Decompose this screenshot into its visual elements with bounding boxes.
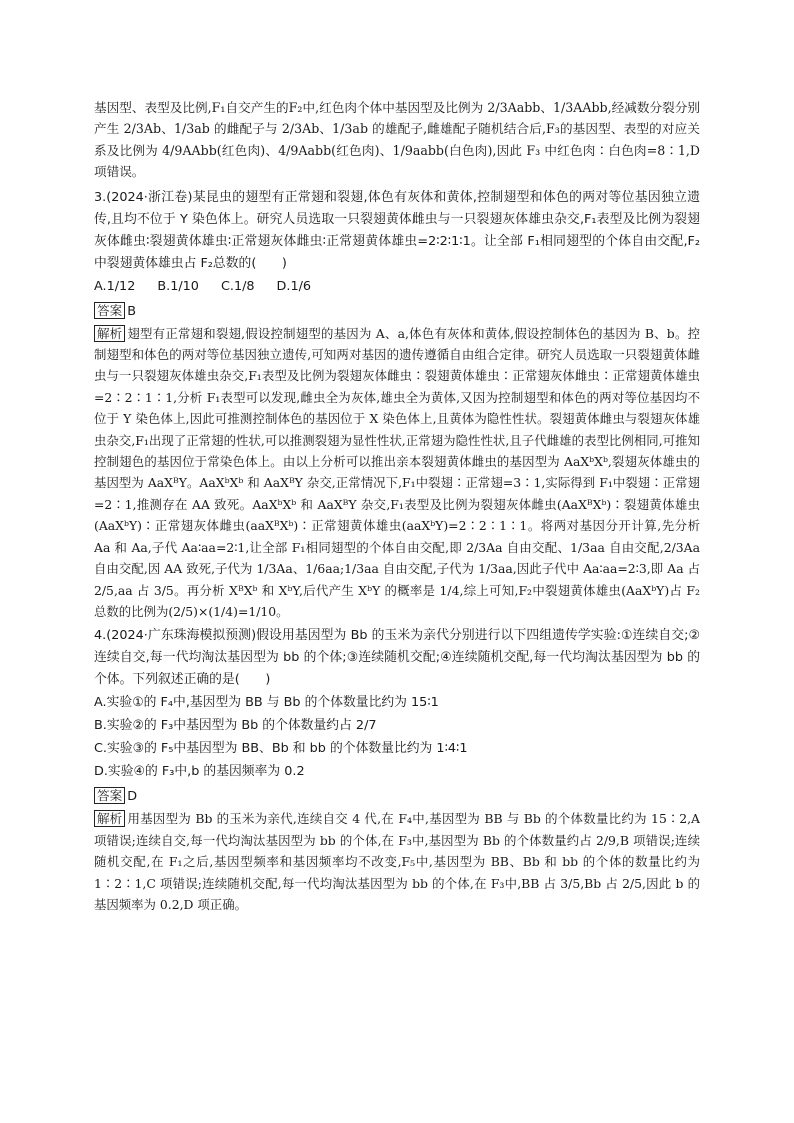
answer-tag: 答案 xyxy=(94,787,125,804)
question-4-answer xyxy=(94,786,700,808)
question-4-option-a: A.实验①的 F₄中,基因型为 BB 与 Bb 的个体数量比约为 15∶1 xyxy=(94,695,439,711)
option-b: B.1/10 xyxy=(157,278,199,294)
carryover-paragraph: 基因型、表型及比例,F₁自交产生的F₂中,红色肉个体中基因型及比例为 2/3Aabb、1/3AAbb,经减数分裂分别产生 2/3Ab、1/3ab 的雌配子与 2/3Ab、1/3ab 的雄配子,雌雄配子随机结合后,F₃的基因型、表型的对应关系及比例为 4/9AAbb(红色肉)、4/9Aabb(红色肉)、1/9aabb(白色肉),因此 F₃ 中红色肉∶白色肉=8∶1,D 项错误。 xyxy=(94,100,700,180)
question-3-analysis xyxy=(94,323,700,623)
option-a: A.1/12 xyxy=(94,278,136,294)
question-3-answer xyxy=(94,301,700,323)
analysis-text: 用基因型为 Bb 的玉米为亲代,连续自交 4 代,在 F₄中,基因型为 BB 与 Bb 的个体数量比约为 15∶2,A 项错误;连续自交,每一代均淘汰基因型为 bb 的个体,在 F₃中,基因型为 Bb 的个体数量约占 2/9,B 项错误;连续随机交配,在 F₁之后,基因型频率和基因频率均不改变,F₅中,基因型为 BB、Bb 和 bb 的个体的数量比约为 1∶2∶1,C 项错误;连续随机交配,每一代均淘汰基因型为 bb 的个体,在 F₃中,BB 占 3/5,Bb 占 2/5,因此 b 的基因频率为 0.2,D 项正确。 xyxy=(94,811,700,912)
question-4-option-c: C.实验③的 F₅中基因型为 BB、Bb 和 bb 的个体数量比约为 1∶4∶1 xyxy=(94,741,468,757)
question-4 xyxy=(94,625,700,915)
analysis-tag: 解析 xyxy=(94,810,125,827)
document-page xyxy=(94,96,700,915)
question-4-option-b: B.实验②的 F₃中基因型为 Bb 的个体数量约占 2/7 xyxy=(94,718,377,734)
answer-tag: 答案 xyxy=(94,302,125,319)
option-c: C.1/8 xyxy=(220,278,255,294)
question-4-analysis xyxy=(94,808,700,915)
option-d: D.1/6 xyxy=(276,278,312,294)
question-4-option-d: D.实验④的 F₃中,b 的基因频率为 0.2 xyxy=(94,764,305,780)
answer-value: D xyxy=(127,789,138,805)
question-4-stem: 4.(2024·广东珠海模拟预测)假设用基因型为 Bb 的玉米为亲代分别进行以下四组遗传学实验:①连续自交;②连续自交,每一代均淘汰基因型为 bb 的个体;③连续随机交配;④连续随机交配,每一代均淘汰基因型为 bb 的个体。下列叙述正确的是( ) xyxy=(94,628,700,688)
answer-value: B xyxy=(127,303,136,319)
analysis-text: 翅型有正常翅和裂翅,假设控制翅型的基因为 A、a,体色有灰体和黄体,假设控制体色的基因为 B、b。控制翅型和体色的两对等位基因独立遗传,可知两对基因的遗传遵循自由组合定律。研究人员选取一只裂翅黄体雌虫与一只裂翅灰体雄虫杂交,F₁表型及比例为裂翅灰体雌虫∶裂翅黄体雄虫∶正常翅灰体雌虫∶正常翅黄体雄虫=2∶2∶1∶1,分析 F₁表型可以发现,雌虫全为灰体,雄虫全为黄体,又因为控制翅型和体色的两对等位基因均不位于 Y 染色体上,因此可推测控制体色的基因位于 X 染色体上,且黄体为隐性性状。裂翅黄体雌虫与裂翅灰体雄虫杂交,F₁出现了正常翅的性状,可以推测裂翅为显性性状,正常翅为隐性性状,且子代雌雄的表型比例相同,可推知控制翅色的基因位于常染色体上。由以上分析可以推出亲本裂翅黄体雌虫的基因型为 AaXᵇXᵇ,裂翅灰体雄虫的基因型为 AaXᴮY。AaXᵇXᵇ 和 AaXᴮY 杂交,正常情况下,F₁中裂翅∶正常翅=3∶1,实际得到 F₁中裂翅∶正常翅=2∶1,推测存在 AA 致死。AaXᵇXᵇ 和 AaXᴮY 杂交,F₁表型及比例为裂翅灰体雌虫(AaXᴮXᵇ)∶裂翅黄体雄虫(AaXᵇY)∶正常翅灰体雌虫(aaXᴮXᵇ)∶正常翅黄体雄虫(aaXᵇY)=2∶2∶1∶1。将两对基因分开计算,先分析 Aa 和 Aa,子代 Aa∶aa=2∶1,让全部 F₁相同翅型的个体自由交配,即 2/3Aa 自由交配、1/3aa 自由交配,2/3Aa 自由交配,因 AA 致死,子代为 1/3Aa、1/6aa;1/3aa 自由交配,子代为 1/3aa,因此子代中 Aa∶aa=2∶3,即 Aa 占 2/5,aa 占 3/5。再分析 XᴮXᵇ 和 XᵇY,后代产生 XᵇY 的概率是 1/4,综上可知,F₂中裂翅黄体雄虫(AaXᵇY)占 F₂总数的比例为(2/5)×(1/4)=1/10。 xyxy=(94,325,700,619)
question-3 xyxy=(94,187,700,623)
question-3-options xyxy=(94,275,700,298)
question-3-stem: 3.(2024·浙江卷)某昆虫的翅型有正常翅和裂翅,体色有灰体和黄体,控制翅型和体色的两对等位基因独立遗传,且均不位于 Y 染色体上。研究人员选取一只裂翅黄体雌虫与一只裂翅灰体雄虫杂交,F₁表型及比例为裂翅灰体雌虫∶裂翅黄体雄虫∶正常翅灰体雌虫∶正常翅黄体雄虫=2∶2∶1∶1。让全部 F₁相同翅型的个体自由交配,F₂中裂翅黄体雄虫占 F₂总数的( ) xyxy=(94,189,700,271)
analysis-tag: 解析 xyxy=(94,325,125,342)
